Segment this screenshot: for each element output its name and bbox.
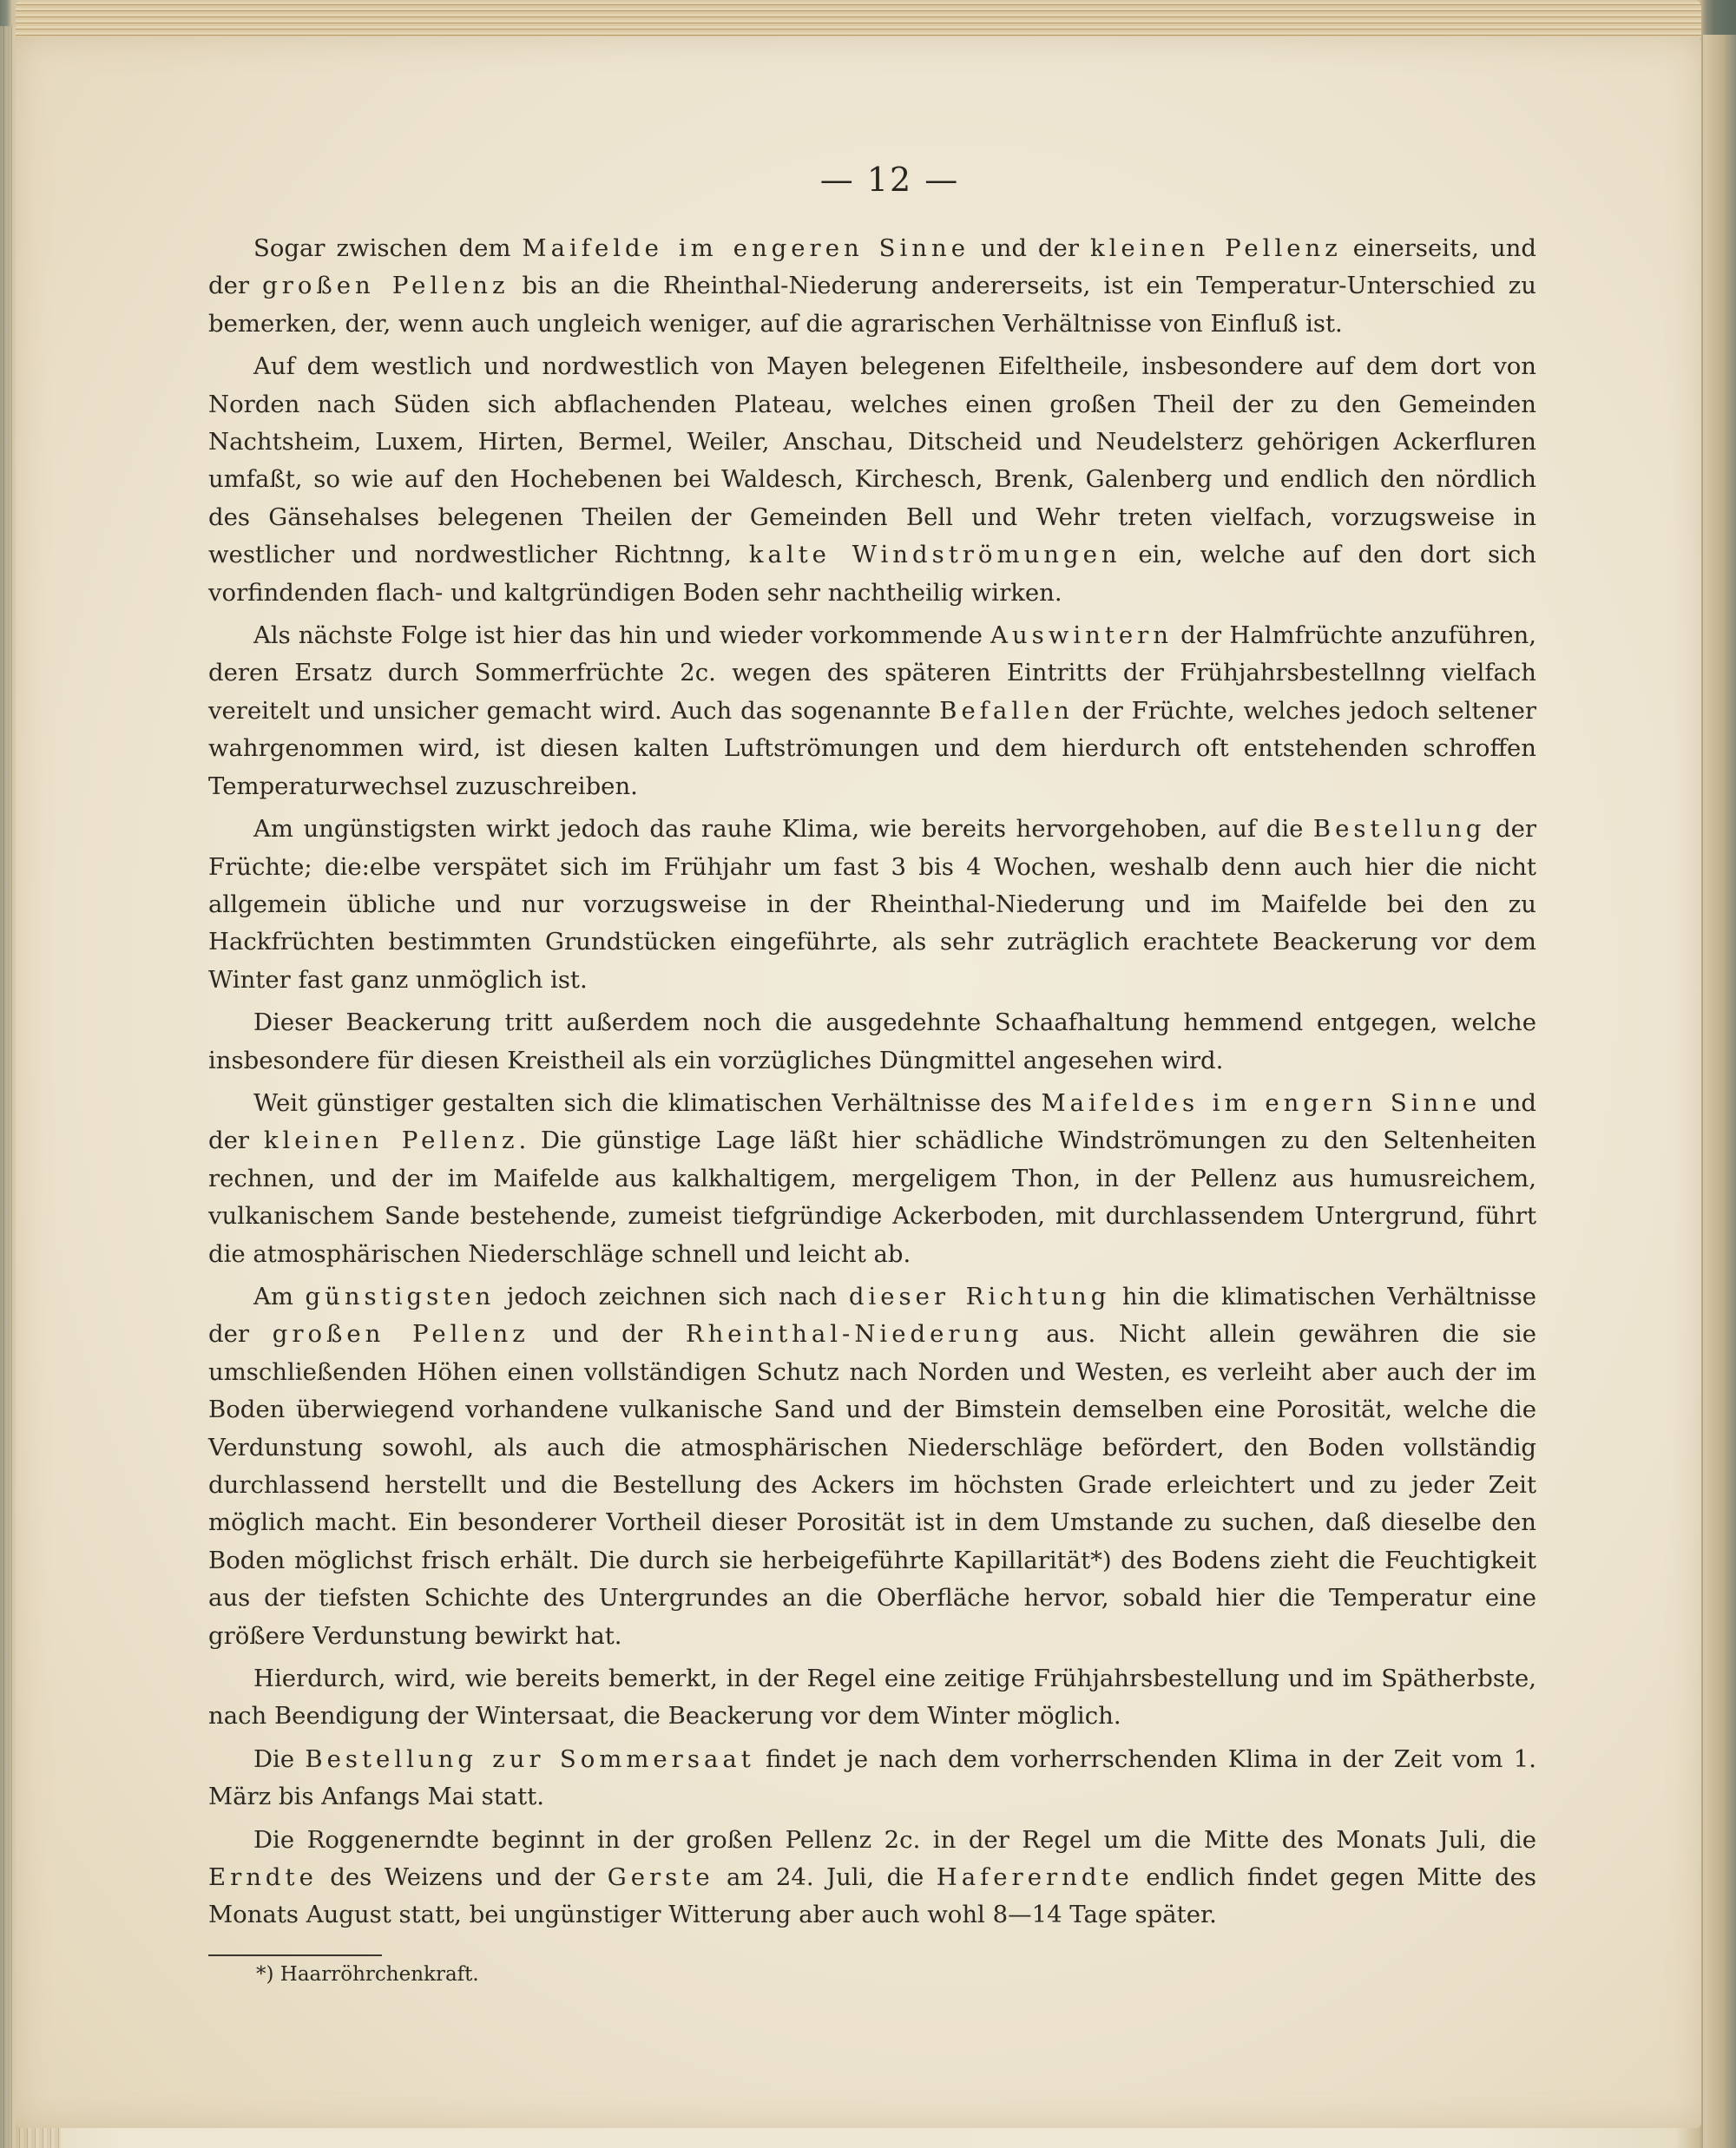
- text-run: ein, welche auf den dort sich vorfindenden flach- und kaltgründigen Boden sehr nachtheilig wirken.: [208, 541, 1536, 607]
- spaced-emphasis-text: Rheinthal-Niederung: [685, 1320, 1023, 1349]
- spaced-emphasis-text: Bestellung zur Sommersaat: [305, 1744, 755, 1773]
- footnote-rule: [208, 1954, 382, 1956]
- text-run: bis an die Rheinthal-Niederung andererseits, ist ein Temperatur-Unterschied zu bemerken, der, wenn auch ungleich weniger, auf die agrarischen Verhältnisse von Einfluß ist.: [208, 272, 1536, 338]
- paragraph: [208, 1660, 1536, 1736]
- book-top-edge: [16, 0, 1701, 38]
- spaced-emphasis-text: Befallen: [939, 696, 1074, 725]
- spaced-emphasis-text: großen Pellenz: [262, 272, 510, 300]
- spaced-emphasis-text: großen Pellenz: [272, 1320, 529, 1349]
- spaced-emphasis-text: kalte Windströmungen: [748, 541, 1121, 569]
- page-number: — 12 —: [819, 161, 960, 199]
- text-run: Die Roggenerndte beginnt in der großen Pellenz 2c. in der Regel um die Mitte des Monats Juli, die: [253, 1825, 1536, 1854]
- text-run: aus. Nicht allein gewähren die sie umschließenden Höhen einen vollständigen Schutz nach Norden und Westen, es verleiht aber auch der im Boden überwiegend vorhandene vulkanische Sand und der Bimstein demselben eine Porosität, welche die Verdunstung sowohl, als auch die atmosphärischen Niederschläge befördert, den Boden vollständig durchlassend herstellt und die Bestellung des Ackers im höchsten Grade erleichtert und zu jeder Zeit möglich macht. Ein besonderer Vortheil dieser Porosität ist in dem Umstande zu suchen, daß dieselbe den Boden möglichst frisch erhält. Die durch sie herbeigeführte Kapillarität*) des Bodens zieht die Feuchtigkeit aus der tiefsten Schichte des Untergrundes an die Oberfläche hervor, sobald hier die Temperatur eine größere Verdunstung bewirkt hat.: [208, 1320, 1537, 1650]
- text-run: am 24. Juli, die: [713, 1863, 937, 1892]
- text-run: . Die günstige Lage läßt hier schädliche Windströmungen zu den Seltenheiten rechnen, und der im Maifelde aus kalkhaltigem, mergeligem Thon, in der Pellenz aus humusreichem, vulkanischem Sande bestehende, zumeist tiefgründige Ackerboden, mit durchlassendem Untergrund, führt die atmosphärischen Niederschläge schnell und leicht ab.: [208, 1127, 1537, 1268]
- text-run: Die: [253, 1744, 306, 1773]
- text-run: Am: [253, 1282, 306, 1310]
- text-run: der Halmfrüchte anzuführen, deren Ersatz durch Sommerfrüchte 2c. wegen des späteren Eintritts der Frühjahrsbestellnng vielfach vereitelt und unsicher gemacht wird. Auch das sogenannte: [208, 621, 1536, 725]
- spaced-emphasis-text: günstigsten: [305, 1282, 496, 1310]
- paragraph: [208, 1741, 1536, 1816]
- spaced-emphasis-text: Bestellung: [1312, 815, 1486, 844]
- text-run: jedoch zeichnen sich nach: [495, 1282, 849, 1310]
- text-run: Hierdurch, wird, wie bereits bemerkt, in der Regel eine zeitige Frühjahrsbestellung und im Spätherbste, nach Beendigung der Wintersaat, die Beackerung vor dem Winter möglich.: [208, 1665, 1536, 1731]
- text-run: findet je nach dem vorherrschenden Klima in der Zeit vom 1. März bis Anfangs Mai statt.: [208, 1744, 1537, 1811]
- text-run: hin die klimatischen Verhältnisse der: [208, 1282, 1537, 1349]
- paragraph: [208, 348, 1536, 612]
- spaced-emphasis-text: dieser Richtung: [848, 1282, 1111, 1310]
- text-run: und der: [529, 1320, 686, 1349]
- text-run: und der: [208, 1088, 1536, 1155]
- paragraph: [208, 617, 1536, 805]
- paragraph: [208, 1085, 1536, 1273]
- body-text: [208, 230, 1536, 1940]
- text-run: Dieser Beackerung tritt außerdem noch die ausgedehnte Schaafhaltung hemmend entgegen, welche insbesondere für diesen Kreistheil als ein vorzügliches Düngmittel angesehen wird.: [208, 1008, 1536, 1074]
- spaced-emphasis-text: Erndte: [208, 1863, 318, 1892]
- spaced-emphasis-text: Auswintern: [990, 621, 1174, 650]
- book-right-leaf: [1703, 35, 1736, 2148]
- text-run: Als nächste Folge ist hier das hin und wieder vorkommende: [253, 621, 991, 650]
- paragraph: [208, 230, 1536, 343]
- text-run: Weit günstiger gestalten sich die klimatischen Verhältnisse des: [253, 1088, 1042, 1117]
- spaced-emphasis-text: Hafererndte: [936, 1863, 1134, 1892]
- spaced-emphasis-text: Gerste: [607, 1863, 714, 1892]
- paragraph: [208, 1278, 1536, 1655]
- paragraph: [208, 1822, 1536, 1935]
- text-run: Sogar zwischen dem: [253, 234, 523, 262]
- text-run: der Früchte; die:elbe verspätet sich im Frühjahr um fast 3 bis 4 Wochen, weshalb denn auch hier die nicht allgemein übliche und nur vorzugsweise in der Rheinthal-Niederung und im Maifelde bei den zu Hackfrüchten bestimmten Grundstücken eingeführte, als sehr zuträglich erachtete Beackerung vor dem Winter fast ganz unmöglich ist.: [208, 815, 1536, 994]
- text-run: Auf dem westlich und nordwestlich von Mayen belegenen Eifeltheile, insbesondere auf dem dort von Norden nach Süden sich abflachenden Plateau, welches einen großen Theil der zu den Gemeinden Nachtsheim, Luxem, Hirten, Bermel, Weiler, Anschau, Ditscheid und Neudelsterz gehörigen Ackerfluren umfaßt, so wie auf den Hochebenen bei Waldesch, Kirchesch, Brenk, Galenberg und endlich den nördlich des Gänsehalses belegenen Theilen der Gemeinden Bell und Wehr treten vielfach, vorzugsweise in westlicher und nordwestlicher Richtnng,: [208, 352, 1536, 569]
- spaced-emphasis-text: Maifeldes im engern Sinne: [1041, 1088, 1482, 1117]
- text-run: des Weizens und der: [317, 1863, 608, 1892]
- text-run: Am ungünstigsten wirkt jedoch das rauhe Klima, wie bereits hervorgehoben, auf die: [253, 815, 1313, 844]
- spaced-emphasis-text: kleinen Pellenz: [1089, 234, 1342, 262]
- paragraph: [208, 1004, 1536, 1080]
- text-run: der Früchte, welches jedoch seltener wahrgenommen wird, ist diesen kalten Luftströmungen und dem hierdurch oft entstehenden schroffen Temperaturwechsel zuzuschreiben.: [208, 696, 1536, 800]
- spaced-emphasis-text: kleinen Pellenz: [263, 1127, 519, 1155]
- spaced-emphasis-text: Maifelde im engeren Sinne: [522, 234, 970, 262]
- footnote: *) Haarröhrchenkraft.: [256, 1963, 479, 1986]
- text-run: und der: [969, 234, 1090, 262]
- paragraph: [208, 811, 1536, 999]
- text-run: endlich findet gegen Mitte des Monats August statt, bei ungünstiger Witterung aber auch wohl 8—14 Tage später.: [208, 1863, 1536, 1929]
- text-run: einerseits, und der: [208, 234, 1536, 300]
